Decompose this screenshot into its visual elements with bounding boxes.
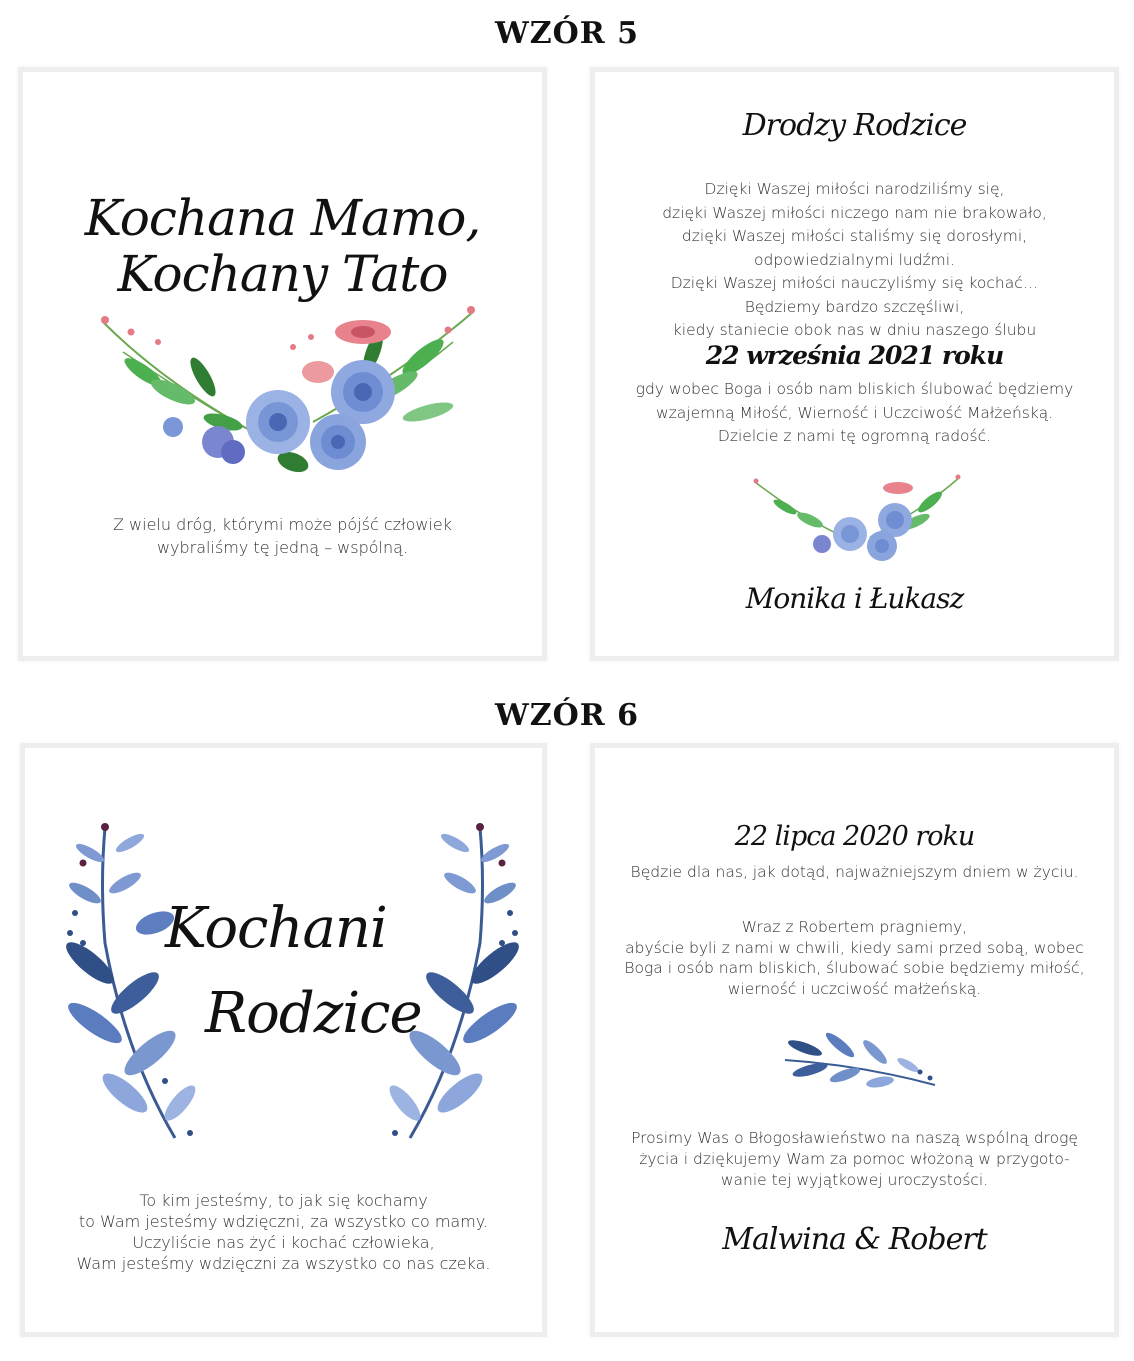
poem-line-4: Wam jesteśmy wdzięczni za wszystko co nas czeka. [76, 1254, 491, 1273]
message2-line-3: Dzielcie z nami tę ogromną radość. [717, 427, 992, 445]
message-line-4: odpowiedzialnymi ludźmi. [753, 250, 955, 269]
thanks-line-2: życia i dziękujemy Wam za pomoc włożoną w przygoto- [639, 1150, 1070, 1168]
intro-line: Będzie dla nas, jak dotąd, najważniejszym dniem w życiu. [630, 863, 1079, 881]
signature: Monika i Łukasz [745, 582, 964, 615]
wedding-date: 22 lipca 2020 roku [734, 821, 975, 852]
title-line-1: Kochani [165, 896, 387, 961]
poem-line-3: Uczyliście nas żyć i kochać człowieka, [132, 1233, 435, 1252]
message-line-7: kiedy staniecie obok nas w dniu naszego ślubu [672, 321, 1037, 339]
title-line-2: Kochany Tato [117, 245, 448, 303]
message2-line-2: wzajemną Miłość, Wierność i Uczciwość Małżeńską. [655, 403, 1053, 422]
card-wzor5-front [18, 67, 547, 661]
message2-line-1: gdy wobec Boga i osób nam bliskich ślubować będziemy [635, 380, 1074, 398]
small-floral-illustration [750, 472, 965, 567]
poem-line-1: To kim jesteśmy, to jak się kochamy [139, 1191, 428, 1210]
message-line-2: dzięki Waszej miłości niczego nam nie brakowało, [662, 203, 1047, 222]
caption-line-1: Z wielu dróg, którymi może pójść człowiek [112, 515, 452, 534]
message-line-3: dzięki Waszej miłości staliśmy się dorosłymi, [681, 227, 1028, 245]
card-wzor5-inside [590, 67, 1119, 661]
para-line-1: Wraz z Robertem pragniemy, [741, 918, 968, 936]
para-line-4: wierność i uczciwość małżeńską. [727, 979, 982, 998]
wzor-6-heading: WZÓR 6 [495, 698, 639, 733]
title-line-2: Rodzice [205, 981, 422, 1046]
para-line-3: Boga i osób nam bliskich, ślubować sobie będziemy miłość, [624, 959, 1085, 977]
floral-bouquet-illustration [83, 302, 483, 482]
message-line-1: Dzięki Waszej miłości narodziliśmy się, [704, 180, 1005, 198]
leaf-sprig-illustration [780, 1030, 940, 1092]
thanks-line-3: wanie tej wyjątkowej uroczystości. [720, 1171, 989, 1189]
wedding-date: 22 września 2021 roku [705, 341, 1004, 370]
para-line-2: abyście byli z nami w chwili, kiedy sami przed sobą, wobec [625, 938, 1084, 957]
caption-line-2: wybraliśmy tę jedną – wspólną. [156, 538, 409, 557]
poem-line-2: to Wam jesteśmy wdzięczni, za wszystko co mamy. [78, 1212, 489, 1231]
message-line-6: Będziemy bardzo szczęśliwi, [744, 297, 965, 316]
card-wzor6-inside [590, 743, 1119, 1337]
signature: Malwina & Robert [722, 1222, 987, 1257]
wzor-5-heading: WZÓR 5 [495, 16, 639, 51]
title-line-1: Kochana Mamo, [84, 189, 481, 247]
message-line-5: Dzięki Waszej miłości nauczyliśmy się kochać… [670, 274, 1039, 292]
card-wzor6-front [20, 743, 547, 1337]
laurel-branch-left-illustration [65, 823, 205, 1143]
thanks-line-1: Prosimy Was o Błogosławieństwo na naszą wspólną drogę [631, 1129, 1078, 1147]
greeting: Drodzy Rodzice [742, 108, 967, 143]
